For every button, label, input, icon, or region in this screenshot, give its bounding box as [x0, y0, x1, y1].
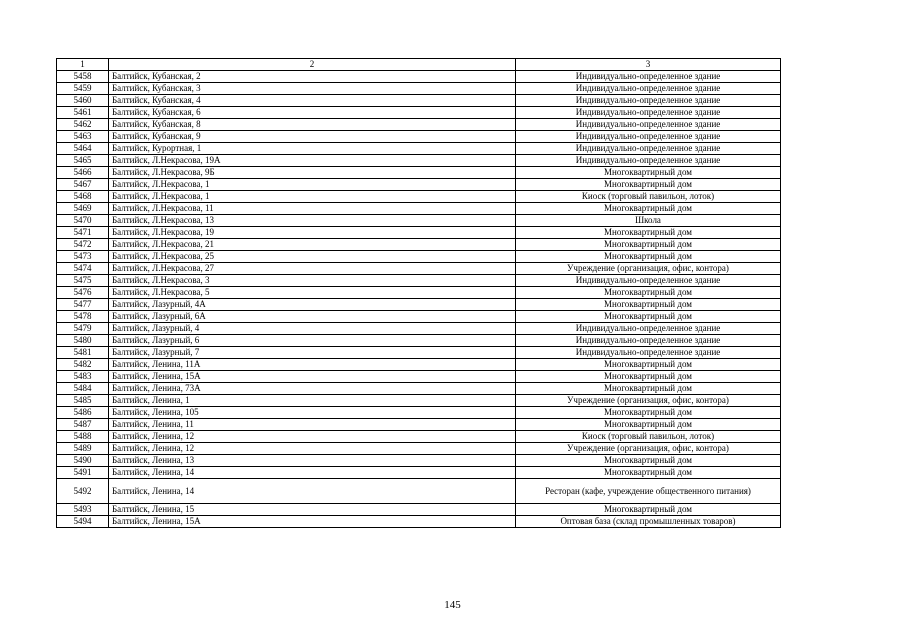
object-type-cell: Многоквартирный дом	[516, 359, 781, 371]
table-row	[57, 455, 781, 467]
row-number-cell: 5471	[57, 227, 109, 239]
object-type-cell: Киоск (торговый павильон, лоток)	[516, 431, 781, 443]
page-number: 145	[444, 599, 461, 611]
row-number-cell: 5477	[57, 299, 109, 311]
address-cell: Балтийск, Лазурный, 6А	[109, 311, 516, 323]
table-row	[57, 227, 781, 239]
object-type-cell: Многоквартирный дом	[516, 311, 781, 323]
row-number-cell: 5488	[57, 431, 109, 443]
object-type-cell: Многоквартирный дом	[516, 419, 781, 431]
table-row	[57, 167, 781, 179]
address-cell: Балтийск, Ленина, 14	[109, 479, 516, 504]
object-type-cell: Многоквартирный дом	[516, 299, 781, 311]
address-cell: Балтийск, Л.Некрасова, 13	[109, 215, 516, 227]
address-cell: Балтийск, Л.Некрасова, 27	[109, 263, 516, 275]
row-number-cell: 5481	[57, 347, 109, 359]
object-type-cell: Многоквартирный дом	[516, 287, 781, 299]
row-number-cell: 5466	[57, 167, 109, 179]
table-row	[57, 347, 781, 359]
row-number-cell: 5465	[57, 155, 109, 167]
row-number-cell: 5485	[57, 395, 109, 407]
row-number-cell: 5459	[57, 83, 109, 95]
table-row	[57, 155, 781, 167]
row-number-cell: 5461	[57, 107, 109, 119]
address-cell: Балтийск, Ленина, 14	[109, 467, 516, 479]
table-row	[57, 504, 781, 516]
table-row	[57, 359, 781, 371]
address-cell: Балтийск, Ленина, 13	[109, 455, 516, 467]
table-row	[57, 371, 781, 383]
row-number-cell: 5470	[57, 215, 109, 227]
address-cell: Балтийск, Кубанская, 6	[109, 107, 516, 119]
table-row	[57, 287, 781, 299]
object-type-cell: Индивидуально-определенное здание	[516, 155, 781, 167]
address-cell: Балтийск, Ленина, 1	[109, 395, 516, 407]
row-number-cell: 5494	[57, 516, 109, 528]
address-cell: Балтийск, Курортная, 1	[109, 143, 516, 155]
table-row	[57, 275, 781, 287]
object-type-cell: Учреждение (организация, офис, контора)	[516, 395, 781, 407]
row-number-cell: 5483	[57, 371, 109, 383]
address-cell: Балтийск, Л.Некрасова, 9Б	[109, 167, 516, 179]
object-type-cell: Индивидуально-определенное здание	[516, 95, 781, 107]
object-type-cell: Индивидуально-определенное здание	[516, 71, 781, 83]
address-cell: Балтийск, Ленина, 15А	[109, 516, 516, 528]
object-type-cell: Индивидуально-определенное здание	[516, 83, 781, 95]
object-type-cell: Многоквартирный дом	[516, 179, 781, 191]
object-type-cell: Индивидуально-определенное здание	[516, 335, 781, 347]
table-row	[57, 107, 781, 119]
table-row	[57, 479, 781, 504]
address-cell: Балтийск, Ленина, 73А	[109, 383, 516, 395]
table-row	[57, 239, 781, 251]
table-row	[57, 443, 781, 455]
row-number-cell: 5476	[57, 287, 109, 299]
header-row	[57, 59, 781, 71]
object-type-cell: Индивидуально-определенное здание	[516, 131, 781, 143]
address-cell: Балтийск, Кубанская, 2	[109, 71, 516, 83]
object-type-cell: Многоквартирный дом	[516, 227, 781, 239]
table-row	[57, 83, 781, 95]
row-number-cell: 5463	[57, 131, 109, 143]
address-cell: Балтийск, Л.Некрасова, 19А	[109, 155, 516, 167]
address-cell: Балтийск, Ленина, 11	[109, 419, 516, 431]
table-row	[57, 215, 781, 227]
table-row	[57, 431, 781, 443]
address-cell: Балтийск, Л.Некрасова, 5	[109, 287, 516, 299]
object-type-cell: Оптовая база (склад промышленных товаров)	[516, 516, 781, 528]
object-type-cell: Многоквартирный дом	[516, 203, 781, 215]
table-row	[57, 299, 781, 311]
table-row	[57, 179, 781, 191]
row-number-cell: 5472	[57, 239, 109, 251]
object-type-cell: Многоквартирный дом	[516, 239, 781, 251]
row-number-cell: 5486	[57, 407, 109, 419]
address-cell: Балтийск, Л.Некрасова, 1	[109, 179, 516, 191]
address-cell: Балтийск, Л.Некрасова, 19	[109, 227, 516, 239]
address-cell: Балтийск, Л.Некрасова, 11	[109, 203, 516, 215]
table-row	[57, 263, 781, 275]
object-type-cell: Учреждение (организация, офис, контора)	[516, 443, 781, 455]
object-type-cell: Индивидуально-определенное здание	[516, 143, 781, 155]
row-number-cell: 5479	[57, 323, 109, 335]
address-cell: Балтийск, Лазурный, 4А	[109, 299, 516, 311]
header-col-3: 3	[516, 59, 781, 71]
row-number-cell: 5484	[57, 383, 109, 395]
registry-table-body	[57, 59, 781, 528]
object-type-cell: Многоквартирный дом	[516, 251, 781, 263]
row-number-cell: 5473	[57, 251, 109, 263]
address-cell: Балтийск, Ленина, 15	[109, 504, 516, 516]
object-type-cell: Многоквартирный дом	[516, 455, 781, 467]
object-type-cell: Учреждение (организация, офис, контора)	[516, 263, 781, 275]
row-number-cell: 5464	[57, 143, 109, 155]
table-row	[57, 516, 781, 528]
address-cell: Балтийск, Л.Некрасова, 1	[109, 191, 516, 203]
row-number-cell: 5487	[57, 419, 109, 431]
table-row	[57, 323, 781, 335]
address-cell: Балтийск, Ленина, 11А	[109, 359, 516, 371]
object-type-cell: Индивидуально-определенное здание	[516, 275, 781, 287]
address-cell: Балтийск, Кубанская, 4	[109, 95, 516, 107]
table-row	[57, 467, 781, 479]
row-number-cell: 5469	[57, 203, 109, 215]
header-col-1: 1	[57, 59, 109, 71]
object-type-cell: Многоквартирный дом	[516, 504, 781, 516]
row-number-cell: 5474	[57, 263, 109, 275]
table-row	[57, 383, 781, 395]
address-cell: Балтийск, Лазурный, 4	[109, 323, 516, 335]
row-number-cell: 5480	[57, 335, 109, 347]
row-number-cell: 5493	[57, 504, 109, 516]
object-type-cell: Ресторан (кафе, учреждение общественного питания)	[516, 479, 781, 504]
table-row	[57, 71, 781, 83]
object-type-cell: Индивидуально-определенное здание	[516, 119, 781, 131]
row-number-cell: 5478	[57, 311, 109, 323]
table-row	[57, 143, 781, 155]
address-cell: Балтийск, Л.Некрасова, 25	[109, 251, 516, 263]
table-row	[57, 251, 781, 263]
address-cell: Балтийск, Ленина, 12	[109, 443, 516, 455]
object-type-cell: Индивидуально-определенное здание	[516, 347, 781, 359]
object-type-cell: Многоквартирный дом	[516, 467, 781, 479]
object-type-cell: Киоск (торговый павильон, лоток)	[516, 191, 781, 203]
table-row	[57, 95, 781, 107]
object-type-cell: Школа	[516, 215, 781, 227]
table-row	[57, 119, 781, 131]
address-cell: Балтийск, Л.Некрасова, 3	[109, 275, 516, 287]
row-number-cell: 5462	[57, 119, 109, 131]
row-number-cell: 5460	[57, 95, 109, 107]
address-cell: Балтийск, Лазурный, 6	[109, 335, 516, 347]
address-cell: Балтийск, Л.Некрасова, 21	[109, 239, 516, 251]
table-row	[57, 203, 781, 215]
row-number-cell: 5467	[57, 179, 109, 191]
table-row	[57, 311, 781, 323]
address-cell: Балтийск, Ленина, 105	[109, 407, 516, 419]
row-number-cell: 5482	[57, 359, 109, 371]
address-cell: Балтийск, Кубанская, 3	[109, 83, 516, 95]
address-cell: Балтийск, Ленина, 15А	[109, 371, 516, 383]
object-type-cell: Многоквартирный дом	[516, 407, 781, 419]
table-row	[57, 395, 781, 407]
table-row	[57, 131, 781, 143]
object-type-cell: Многоквартирный дом	[516, 383, 781, 395]
address-cell: Балтийск, Кубанская, 8	[109, 119, 516, 131]
object-type-cell: Многоквартирный дом	[516, 371, 781, 383]
row-number-cell: 5490	[57, 455, 109, 467]
table-row	[57, 191, 781, 203]
table-row	[57, 335, 781, 347]
row-number-cell: 5491	[57, 467, 109, 479]
address-cell: Балтийск, Ленина, 12	[109, 431, 516, 443]
object-type-cell: Индивидуально-определенное здание	[516, 323, 781, 335]
registry-table	[56, 58, 781, 528]
table-row	[57, 419, 781, 431]
row-number-cell: 5475	[57, 275, 109, 287]
row-number-cell: 5468	[57, 191, 109, 203]
header-col-2: 2	[109, 59, 516, 71]
row-number-cell: 5489	[57, 443, 109, 455]
row-number-cell: 5492	[57, 479, 109, 504]
address-cell: Балтийск, Лазурный, 7	[109, 347, 516, 359]
table-row	[57, 407, 781, 419]
address-cell: Балтийск, Кубанская, 9	[109, 131, 516, 143]
object-type-cell: Многоквартирный дом	[516, 167, 781, 179]
row-number-cell: 5458	[57, 71, 109, 83]
object-type-cell: Индивидуально-определенное здание	[516, 107, 781, 119]
